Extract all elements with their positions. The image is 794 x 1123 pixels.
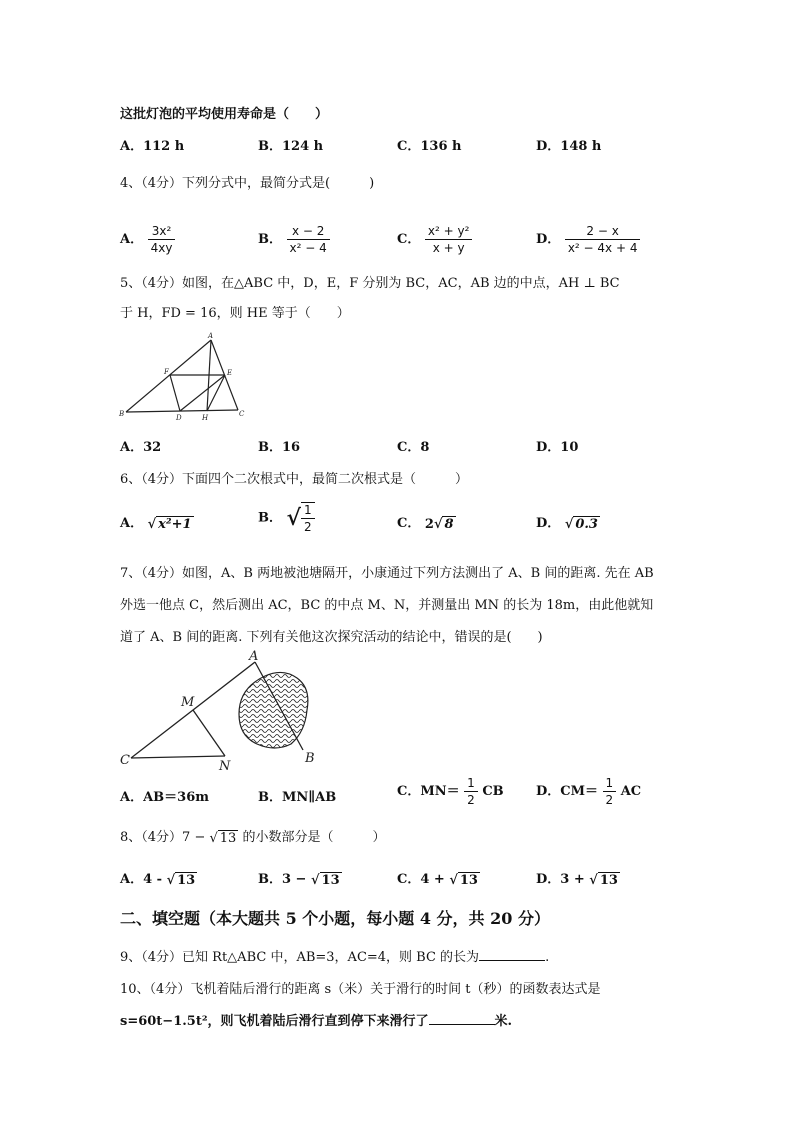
q6-sqrt-b: √: [286, 505, 301, 531]
q8-sqrt: √ 13: [209, 830, 237, 846]
q4-stem: 4、（4分）下列分式中，最简分式是( ): [120, 176, 375, 191]
q8-stem-post: 的小数部分是（ ）: [242, 830, 386, 845]
q8-stem-pre: 8、（4分）7 −: [120, 830, 206, 845]
q7-label-n: N: [219, 759, 231, 772]
q6-label-c: C．: [397, 516, 421, 531]
q10-answer-blank[interactable]: [429, 1024, 495, 1025]
q7-half-c: $\frac{1}{2}$: [464, 776, 478, 807]
q10-end: 米.: [494, 1014, 513, 1029]
q7-option-d-post: AC: [620, 784, 642, 799]
q6-option-b: [258, 502, 315, 534]
q7-stem-line1: 7、（4分）如图，A、B 两地被池塘隔开，小康通过下列方法测出了 A、B 间的距离. 先在 AB: [120, 566, 654, 581]
q6-option-a: [120, 512, 194, 532]
q9-answer-blank[interactable]: [479, 960, 545, 961]
q5-option-c: C．8: [397, 440, 430, 455]
q6-label-d: D．: [536, 516, 561, 531]
q5-option-a: A．32: [120, 440, 162, 455]
q4-option-b: [258, 224, 330, 255]
q7-edge-cn: [131, 756, 225, 758]
q7-option-d: [536, 776, 641, 807]
q7-segment-mn: [193, 710, 225, 756]
q7-stem-line3: 道了 A、B 间的距离. 下列有关他这次探究活动的结论中，错误的是( ): [120, 630, 543, 645]
q6-label-a: A．: [120, 516, 144, 531]
q10-stem-line1: 10、（4分）飞机着陆后滑行的距离 s（米）关于滑行的时间 t（秒）的函数表达式是: [120, 982, 601, 997]
q7-option-d-pre: D．CM＝: [536, 784, 599, 799]
q4-label-b: B．: [258, 232, 282, 247]
q6-option-c: [397, 512, 456, 532]
q10-text: s=60t−1.5t²，则飞机着陆后滑行直到停下来滑行了: [120, 1014, 429, 1029]
q6-label-b: B．: [258, 510, 282, 526]
q7-option-a: A．AB＝36m: [120, 790, 210, 805]
section-2-heading: 二、填空题（本大题共 5 个小题，每小题 4 分，共 20 分）: [120, 909, 550, 928]
q3-option-a: A．112 h: [120, 139, 185, 154]
q9-text: 9、（4分）已知 Rt△ABC 中，AB=3，AC=4，则 BC 的长为: [120, 950, 480, 965]
q7-pond-figure: [115, 648, 325, 772]
q7-option-c-post: CB: [482, 784, 504, 799]
q4-option-d: [536, 224, 640, 255]
q5-stem-line2: 于 H，FD = 16，则 HE 等于（ ）: [120, 306, 350, 321]
q7-option-c: [397, 776, 504, 807]
q4-label-a: A．: [120, 232, 144, 247]
q4-label-c: C．: [397, 232, 421, 247]
q4-frac-c: $\frac{\text{x² + y²}}{x + y}$: [425, 224, 473, 255]
q8-option-d: D．3 + √ 13: [536, 872, 618, 888]
q4-label-d: D．: [536, 232, 561, 247]
q4-frac-a: $\frac{\text{3x²}}{4xy}$: [148, 224, 176, 255]
q3-stem: 这批灯泡的平均使用寿命是（ ）: [120, 107, 329, 122]
q5-stem-line1: 5、（4分）如图，在△ABC 中，D，E，F 分别为 BC，AC，AB 边的中点，AH ⊥ BC: [120, 276, 620, 291]
q5-label-f: F: [164, 368, 169, 376]
q6-option-d: [536, 512, 600, 532]
q5-edge-bc: [126, 410, 238, 412]
q7-option-c-pre: C．MN＝: [397, 784, 460, 799]
q6-sqrt-a: √ x²+1: [147, 516, 192, 532]
q5-label-b: B: [119, 410, 125, 418]
q6-sqrt-d: √ 0.3: [564, 516, 598, 532]
q6-sqrt-c: 2√ 8: [424, 516, 454, 532]
q5-triangle-figure: [118, 330, 253, 422]
q5-segment-fd: [170, 375, 180, 411]
q6-stem: 6、（4分）下面四个二次根式中，最简二次根式是（ ）: [120, 472, 469, 487]
q8-option-a: A．4 - √ 13: [120, 872, 196, 888]
q4-option-a: [120, 224, 175, 255]
q4-option-c: [397, 224, 472, 255]
q5-option-d: D．10: [536, 440, 579, 455]
q8-option-b: B．3 − √ 13: [258, 872, 340, 888]
q5-label-d: D: [176, 414, 182, 422]
q7-pond: [239, 672, 308, 748]
q4-frac-b: $\frac{x - 2}{\text{x² − 4}}$: [287, 224, 330, 255]
q3-option-c: C．136 h: [397, 139, 462, 154]
q6-frac-b: $\frac{1}{2}$: [301, 502, 315, 534]
q9-end: .: [545, 950, 550, 965]
q5-segment-de: [180, 375, 225, 411]
q5-label-h: H: [202, 414, 209, 422]
q10-stem-line2: [120, 1010, 512, 1029]
q5-edge-ab: [126, 340, 211, 412]
q9-stem: [120, 946, 549, 965]
q5-label-e: E: [227, 369, 233, 377]
q5-option-b: B．16: [258, 440, 301, 455]
q7-label-a: A: [249, 649, 259, 664]
q8-option-c: C．4 + √ 13: [397, 872, 478, 888]
q3-option-b: B．124 h: [258, 139, 324, 154]
q8-stem: [120, 826, 385, 846]
q4-frac-d: $\frac{2 - x}{\text{x² − 4x + 4}}$: [565, 224, 641, 255]
q5-segment-he: [207, 375, 225, 411]
q5-label-a: A: [208, 332, 214, 340]
q7-stem-line2: 外选一他点 C，然后测出 AC，BC 的中点 M、N，并测量出 MN 的长为 18m，由此他就知: [120, 598, 654, 613]
q7-label-b: B: [305, 751, 315, 766]
q5-label-c: C: [239, 410, 245, 418]
q7-label-c: C: [120, 753, 130, 768]
q7-label-m: M: [181, 695, 195, 710]
q7-option-b: B．MN∥AB: [258, 790, 337, 805]
q7-half-d: $\frac{1}{2}$: [603, 776, 617, 807]
q3-option-d: D．148 h: [536, 139, 602, 154]
